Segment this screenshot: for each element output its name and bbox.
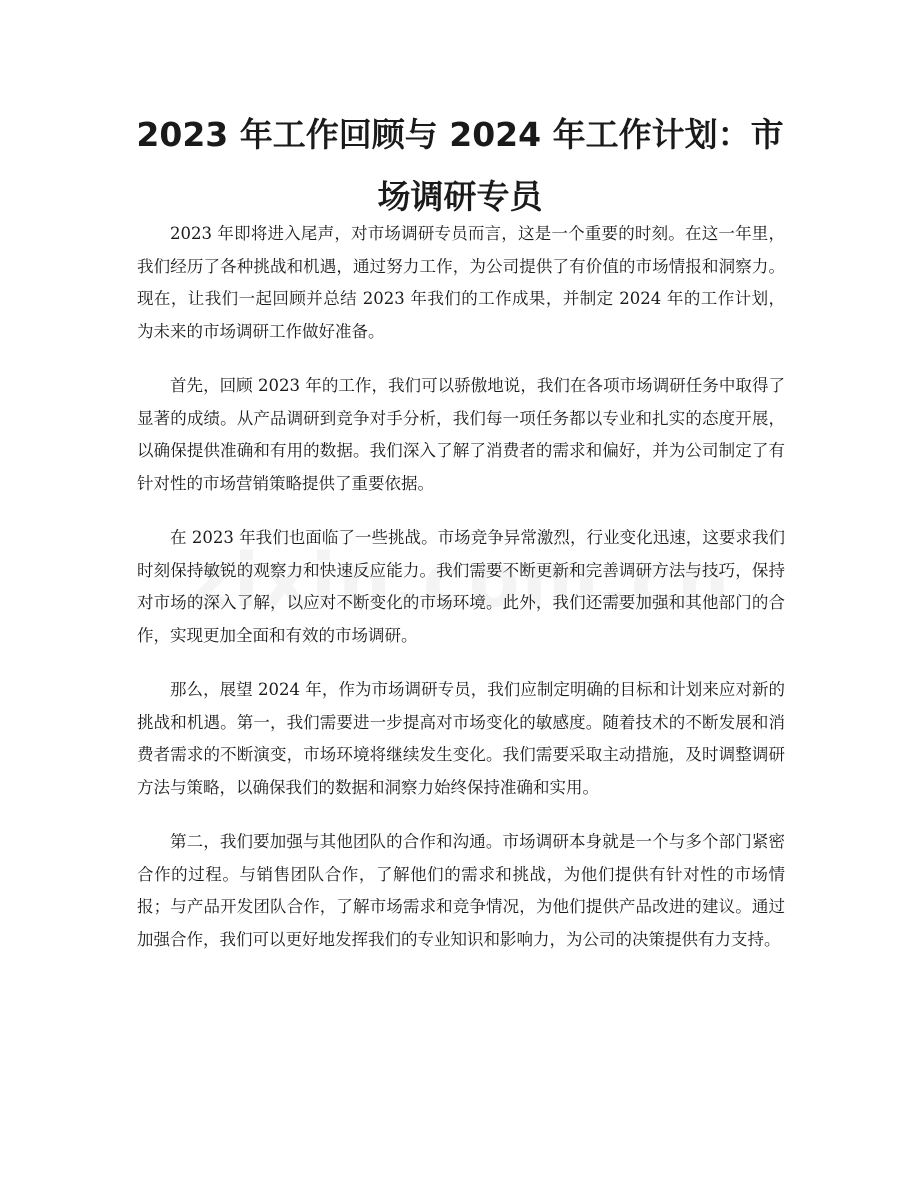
paragraph-3: 在 2023 年我们也面临了一些挑战。市场竞争异常激烈，行业变化迅速，这要求我们时刻保持敏锐的观察力和快速反应能力。我们需要不断更新和完善调研方法与技巧，保持对市场的深入了解，以应对不断变化的市场环境。此外，我们还需要加强和其他部门的合作，实现更加全面和有效的市场调研。 <box>137 528 785 645</box>
paragraph-2: 首先，回顾 2023 年的工作，我们可以骄傲地说，我们在各项市场调研任务中取得了显著的成绩。从产品调研到竞争对手分析，我们每一项任务都以专业和扎实的态度开展，以确保提供准确和有用的数据。我们深入了解了消费者的需求和偏好，并为公司制定了有针对性的市场营销策略提供了重要依据。 <box>137 376 785 493</box>
paragraph-4: 那么，展望 2024 年，作为市场调研专员，我们应制定明确的目标和计划来应对新的挑战和机遇。第一，我们需要进一步提高对市场变化的敏感度。随着技术的不断发展和消费者需求的不断演变，市场环境将继续发生变化。我们需要采取主动措施，及时调整调研方法与策略，以确保我们的数据和洞察力始终保持准确和实用。 <box>137 680 785 797</box>
document-body <box>137 218 785 978</box>
paragraph-1: 2023 年即将进入尾声，对市场调研专员而言，这是一个重要的时刻。在这一年里，我们经历了各种挑战和机遇，通过努力工作，为公司提供了有价值的市场情报和洞察力。现在，让我们一起回顾并总结 2023 年我们的工作成果，并制定 2024 年的工作计划，为未来的市场调研工作做好准备。 <box>137 224 785 341</box>
document-title: 2023 年工作回顾与 2024 年工作计划：市场调研专员 <box>136 115 784 216</box>
paragraph-5: 第二，我们要加强与其他团队的合作和沟通。市场调研本身就是一个与多个部门紧密合作的过程。与销售团队合作，了解他们的需求和挑战，为他们提供有针对性的市场情报；与产品开发团队合作，了解市场需求和竞争情况，为他们提供产品改进的建议。通过加强合作，我们可以更好地发挥我们的专业知识和影响力，为公司的决策提供有力支持。 <box>137 832 785 949</box>
